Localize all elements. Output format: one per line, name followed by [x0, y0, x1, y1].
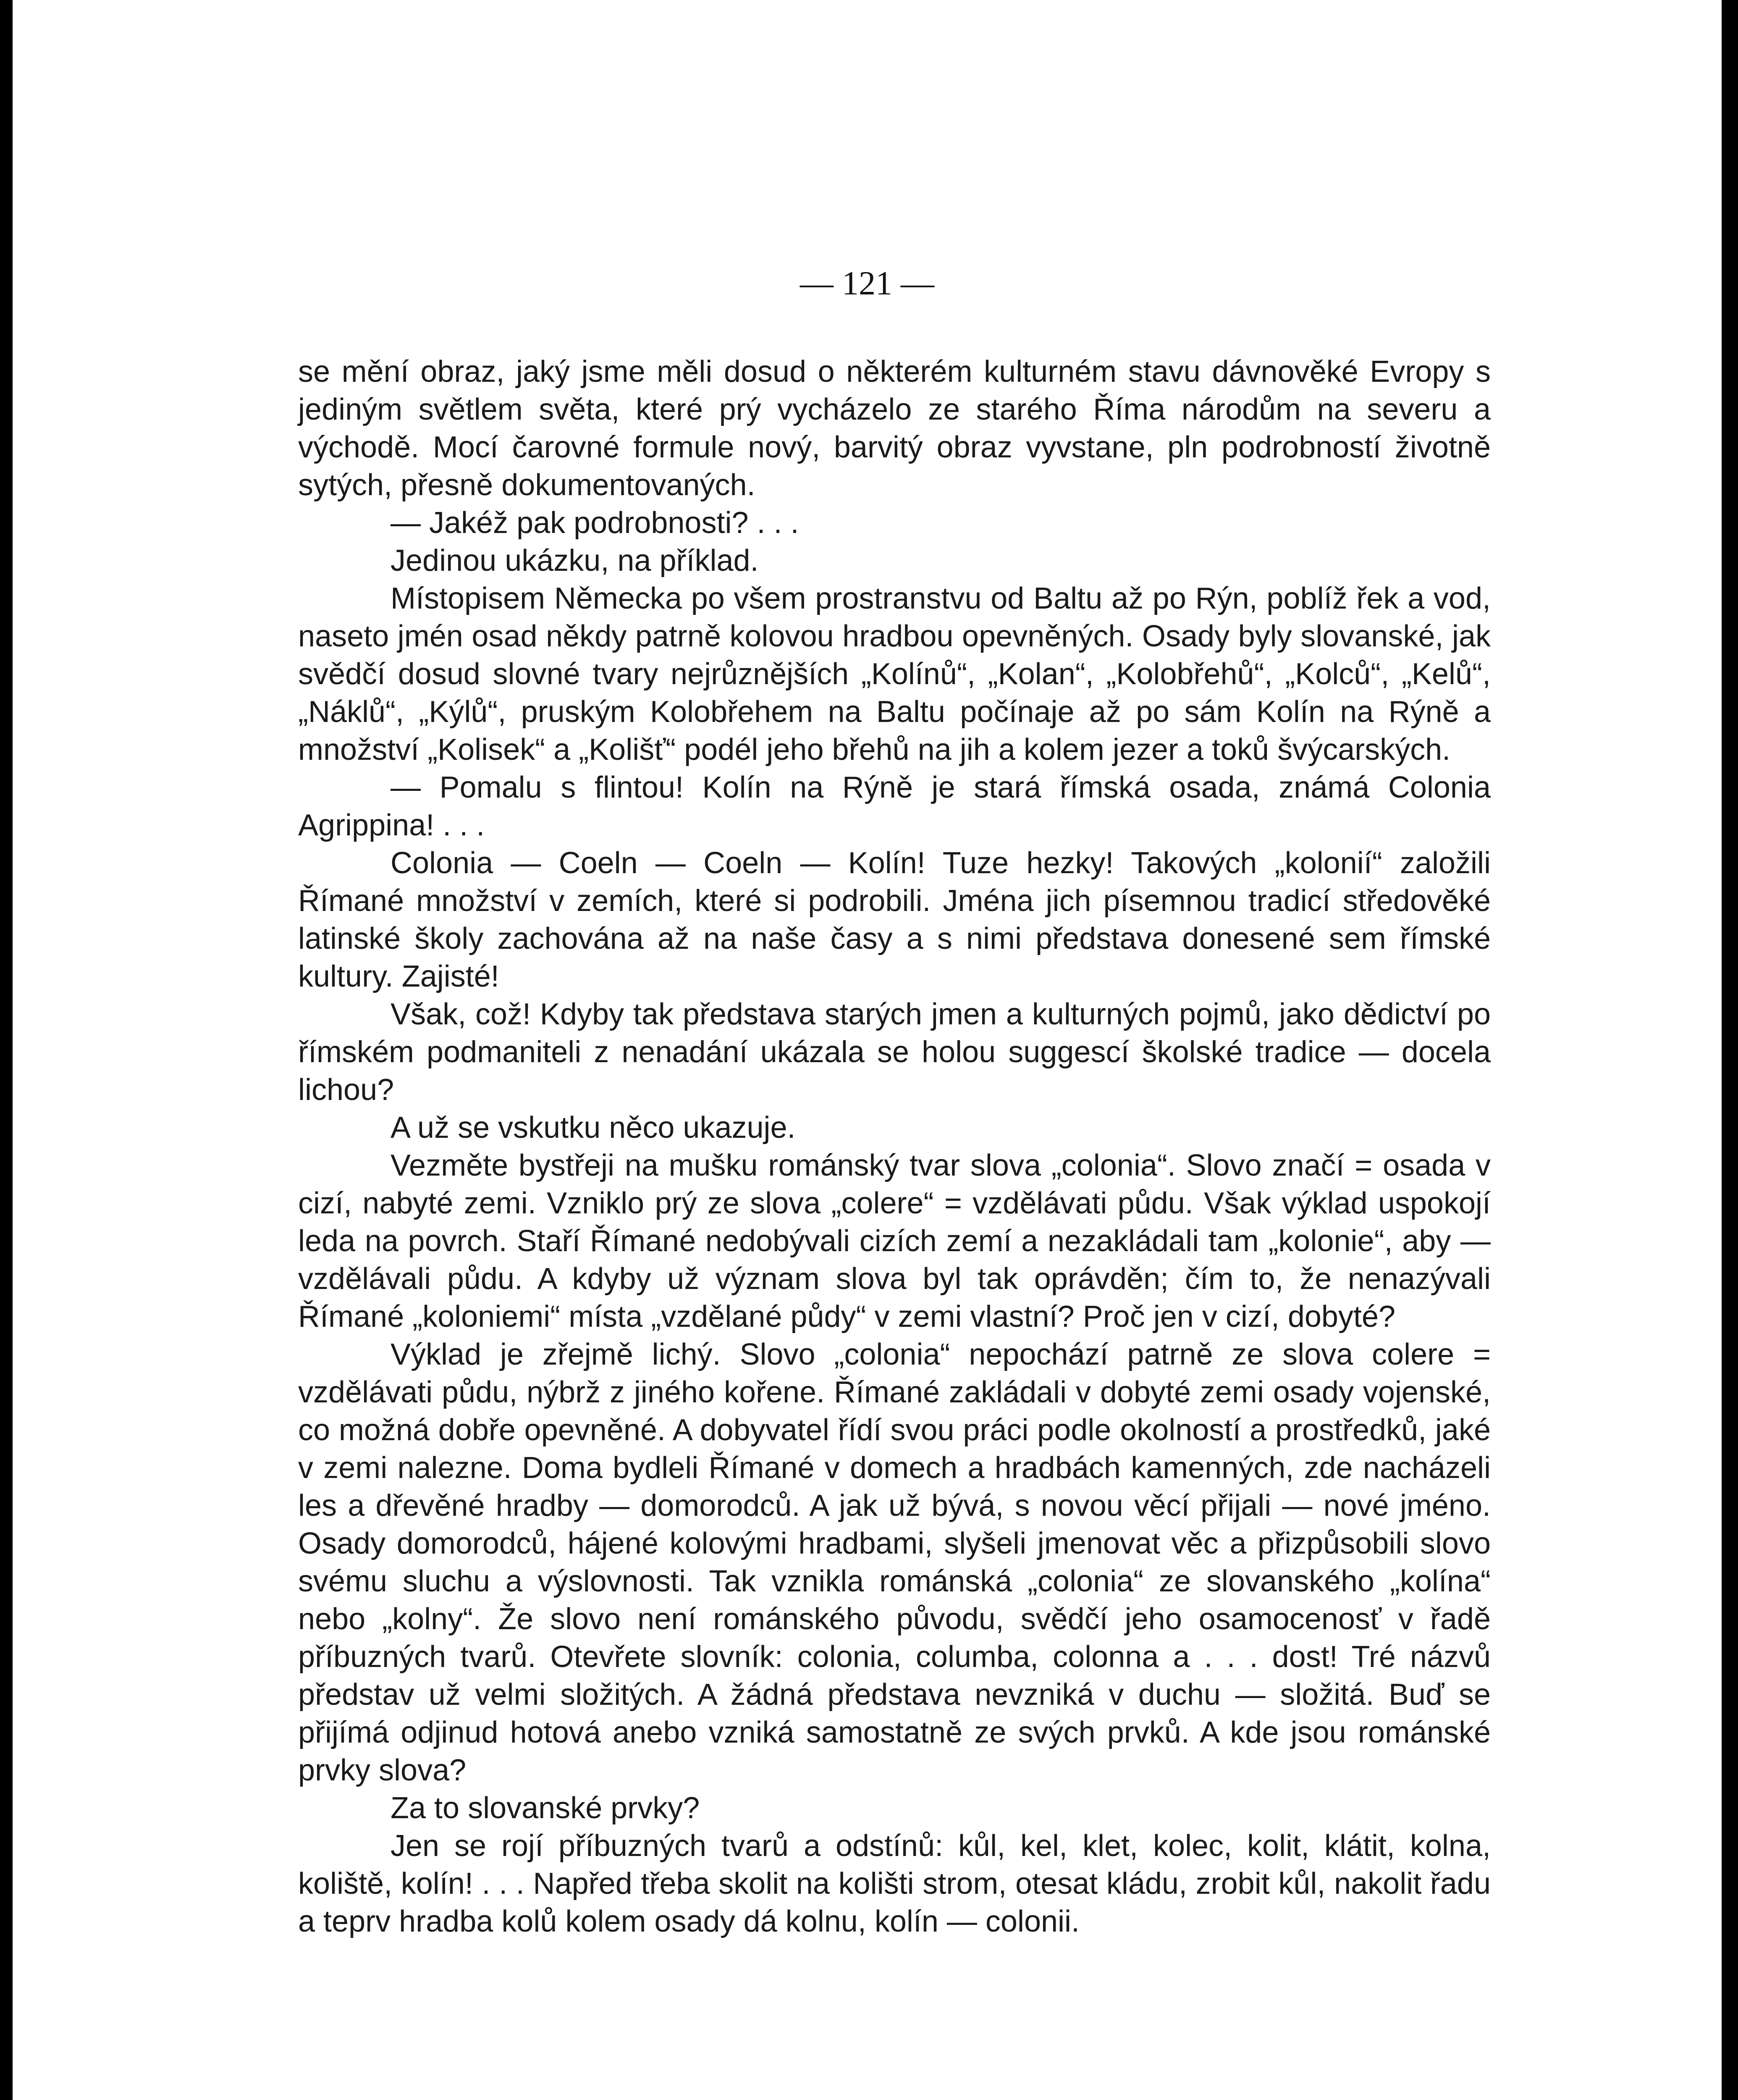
paragraph-6: Colonia — Coeln — Coeln — Kolín! Tuze hezky! Takových „kolonií“ založili Římané množství v zemích, které si podrobili. Jména jich písemnou tradicí středověké latinské školy zachována až na naše časy a s nimi představa donesené sem římské kultury. Zajisté!: [298, 846, 1491, 993]
paragraph-11: Za to slovanské prvky?: [391, 1791, 700, 1825]
paragraph-2: — Jakéž pak podrobnosti? . . .: [391, 506, 799, 540]
paragraph-7: Však, což! Kdyby tak představa starých jmen a kulturných pojmů, jako dědictví po římském podmaniteli z nenadání ukázala se holou suggescí školské tradice — docela lichou?: [298, 998, 1491, 1107]
document-page: [13, 0, 1722, 2100]
paragraph-3: Jedinou ukázku, na příklad.: [391, 544, 759, 578]
paragraph-9: Vezměte bystřeji na mušku románský tvar slova „colonia“. Slovo značí = osada v cizí, nabyté zemi. Vzniklo prý ze slova „colere“ = vzdělávati půdu. Však výklad uspokojí leda na povrch. Staří Římané nedobývali cizích zemí a nezakládali tam „kolonie“, aby — vzdělávali půdu. A kdyby už význam slova byl tak oprávděn; čím to, že nenazývali Římané „koloniemi“ místa „vzdělané půdy“ v zemi vlastní? Proč jen v cizí, dobyté?: [298, 1149, 1491, 1334]
paragraph-1: se mění obraz, jaký jsme měli dosud o některém kulturném stavu dávnověké Evropy s jediným světlem světa, které prý vycházelo ze starého Říma národům na severu a východě. Mocí čarovné formule nový, barvitý obraz vyvstane, pln podrobností životně sytých, přesně dokumentovaných.: [298, 355, 1491, 502]
paragraph-10: Výklad je zřejmě lichý. Slovo „colonia“ nepochází patrně ze slova colere = vzdělávati půdu, nýbrž z jiného kořene. Římané zakládali v dobyté zemi osady vojenské, co možná dobře opevněné. A dobyvatel řídí svou práci podle okolností a prostředků, jaké v zemi nalezne. Doma bydleli Římané v domech a hradbách kamenných, zde nacházeli les a dřevěné hradby — domorodců. A jak už bývá, s novou věcí přijali — nové jméno. Osady domorodců, hájené kolovými hradbami, slyšeli jmenovat věc a přizpůsobili slovo svému sluchu a výslovnosti. Tak vznikla románská „colonia“ ze slovanského „kolína“ nebo „kolny“. Že slovo není románského původu, svědčí jeho osamocenosť v řadě příbuzných tvarů. Otevřete slovník: colonia, columba, colonna a . . . dost! Tré názvů představ už velmi složitých. A žádná představa nevzniká v duchu — složitá. Buď se přijímá odjinud hotová anebo vzniká samostatně ze svých prvků. A kde jsou románské prvky slova?: [298, 1338, 1491, 1787]
paragraph-5: — Pomalu s flintou! Kolín na Rýně je stará římská osada, známá Colonia Agrippina! . . .: [298, 771, 1491, 842]
body-text: [298, 353, 1491, 1940]
paragraph-12: Jen se rojí příbuzných tvarů a odstínů: kůl, kel, klet, kolec, kolit, klátit, kolna, koliště, kolín! . . . Napřed třeba skolit na kolišti strom, otesat kládu, zrobit kůl, nakolit řadu a teprv hradba kolů kolem osady dá kolnu, kolín — colonii.: [298, 1829, 1491, 1938]
paragraph-4: Místopisem Německa po všem prostranstvu od Baltu až po Rýn, poblíž řek a vod, naseto jmén osad někdy patrně kolovou hradbou opevněných. Osady byly slovanské, jak svědčí dosud slovné tvary nejrůznějších „Kolínů“, „Kolan“, „Kolobřehů“, „Kolců“, „Kelů“, „Náklů“, „Kýlů“, pruským Kolobřehem na Baltu počínaje až po sám Kolín na Rýně a množství „Kolisek“ a „Kolišť“ podél jeho břehů na jih a kolem jezer a toků švýcarských.: [298, 582, 1491, 766]
paragraph-8: A už se vskutku něco ukazuje.: [391, 1111, 796, 1144]
page-number: — 121 —: [800, 265, 934, 302]
